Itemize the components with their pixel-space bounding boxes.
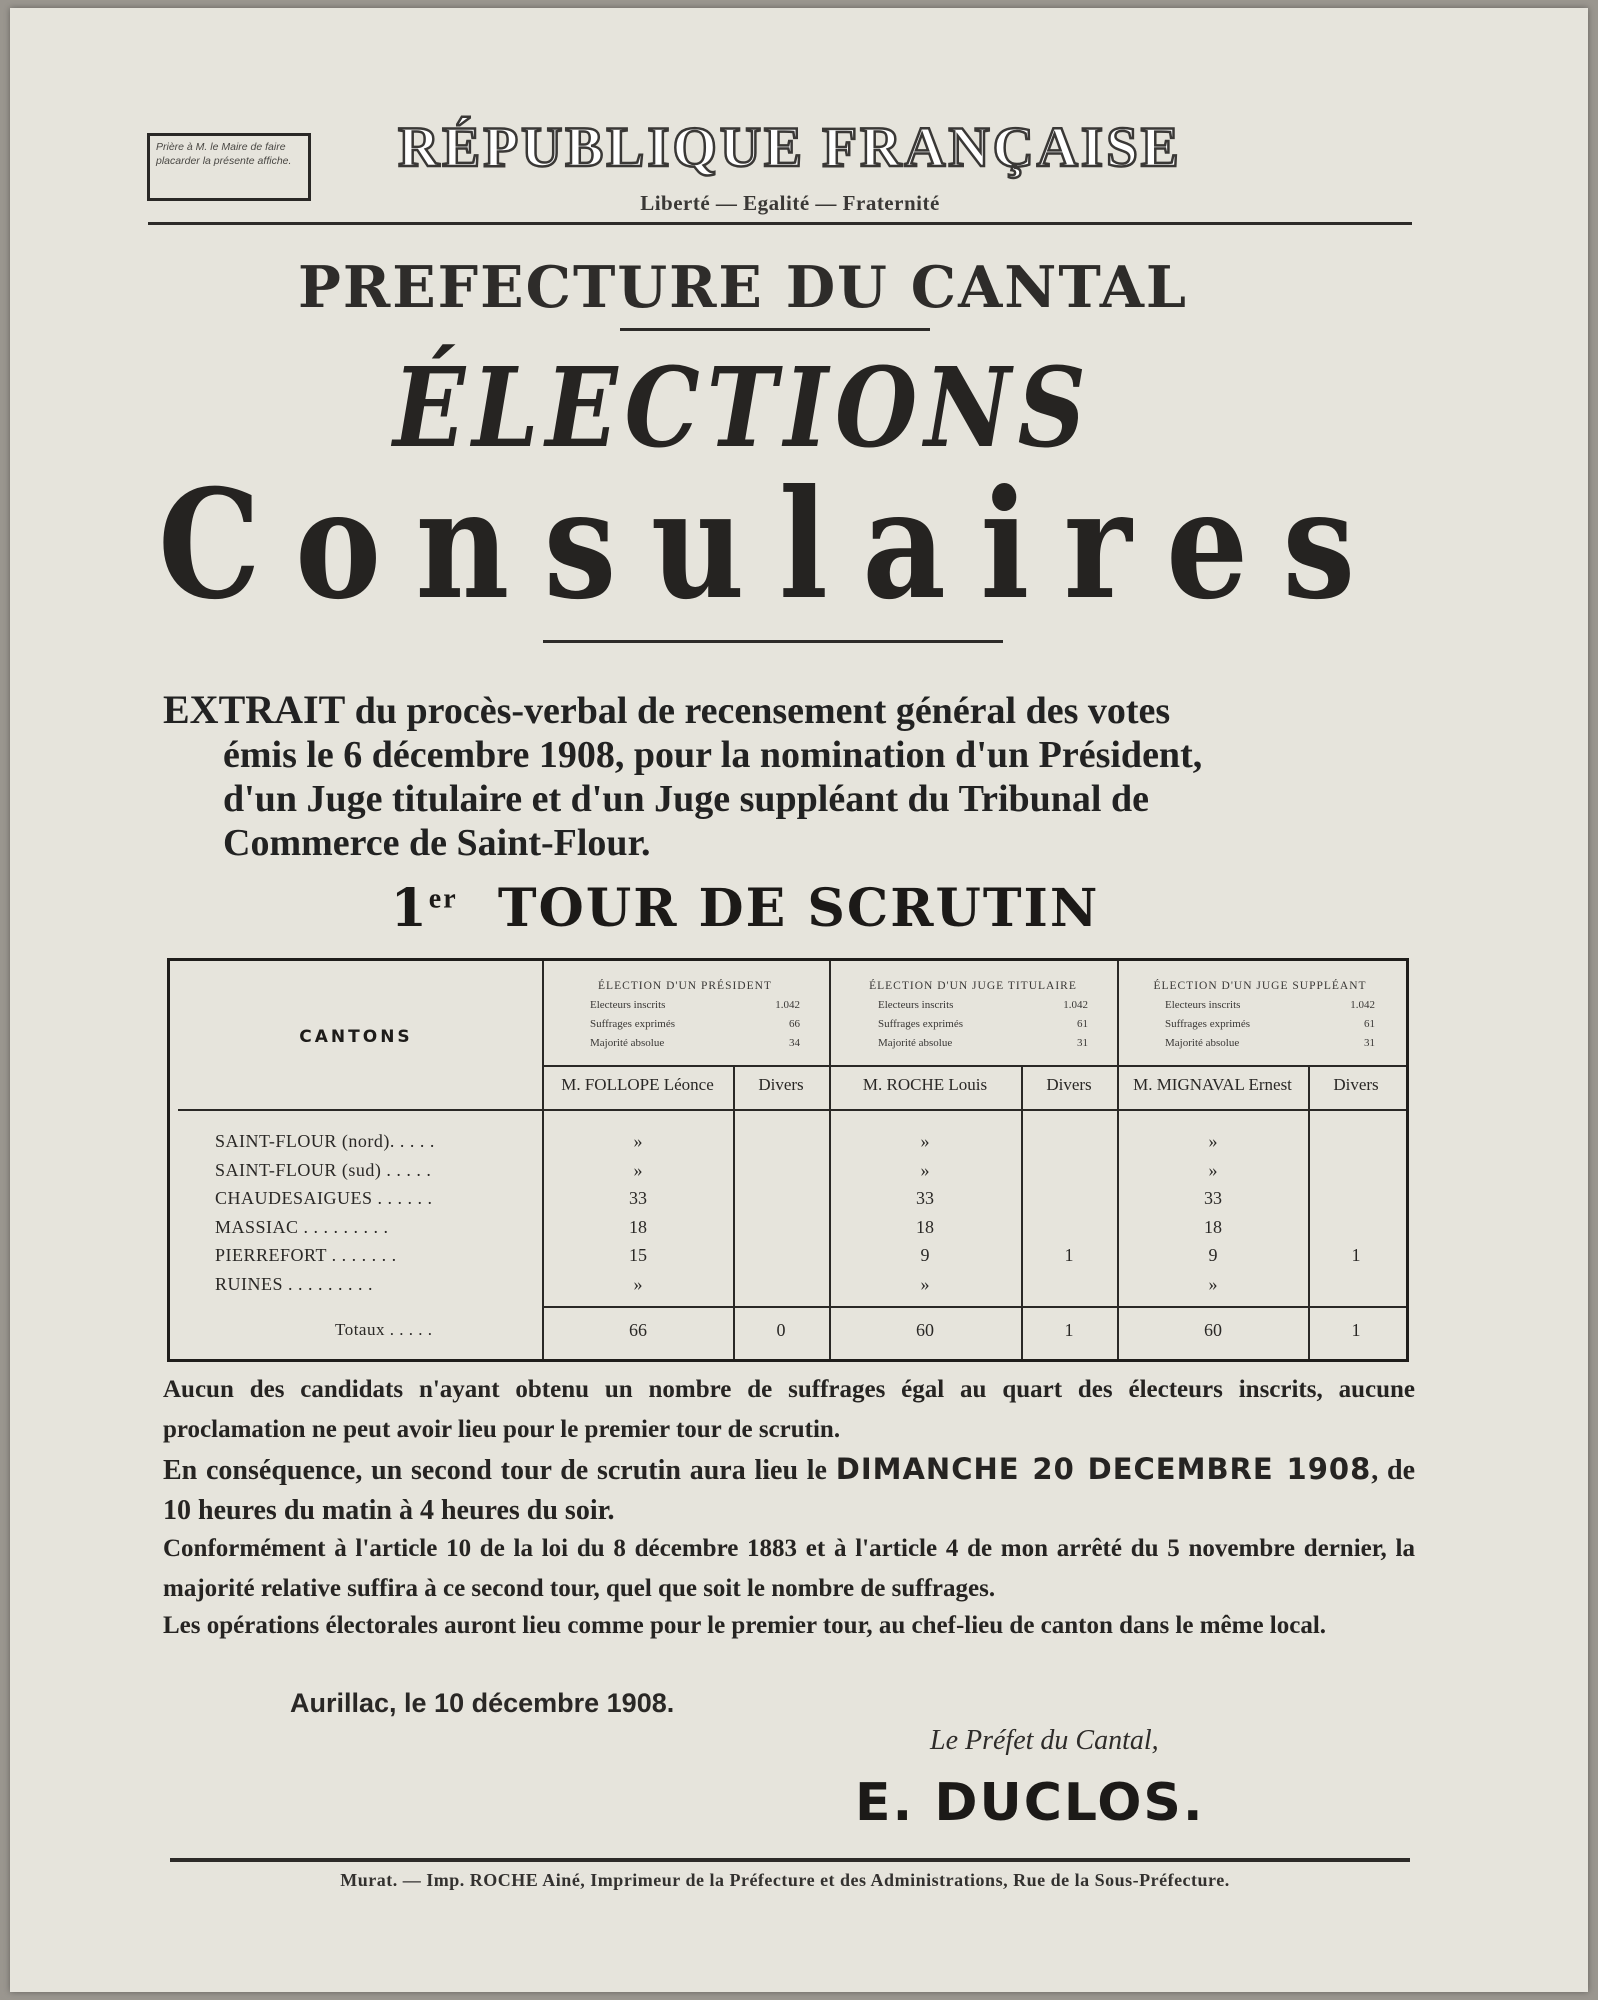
election-title: ÉLECTION D'UN JUGE TITULAIRE <box>869 980 1077 992</box>
exprimes-value: 61 <box>1364 1018 1375 1030</box>
majorite-value: 31 <box>1077 1037 1088 1049</box>
second-round-text: En conséquence, un second tour de scrutin aura lieu le <box>163 1455 827 1486</box>
divers-header: Divers <box>1046 1075 1092 1094</box>
paragraph-no-proclamation: Aucun des candidats n'ayant obtenu un nombre de suffrages égal au quart des électeurs inscrits, aucune proclamation ne peut avoir lieu pour le premier tour de scrutin. <box>163 1376 1415 1443</box>
total-cell: 60 <box>916 1320 934 1340</box>
top-rule <box>148 222 1412 225</box>
vote-cell: » <box>633 1131 643 1151</box>
vote-cell: 33 <box>629 1188 647 1208</box>
inscrits-label: Electeurs inscrits <box>590 999 666 1011</box>
inscrits-value: 1.042 <box>775 999 800 1011</box>
printer-imprint: Murat. — Imp. ROCHE Ainé, Imprimeur de la Préfecture et des Administrations, Rue de la Sous-Préfecture. <box>340 1870 1230 1890</box>
canton-name: SAINT-FLOUR (nord). . . . . <box>215 1131 435 1151</box>
inscrits-label: Electeurs inscrits <box>1165 999 1241 1011</box>
vote-cell: 9 <box>920 1245 930 1265</box>
election-president-box <box>570 977 800 1053</box>
total-cell: 0 <box>776 1320 786 1340</box>
intro-line-1 <box>163 688 1413 733</box>
intro-paragraph <box>163 688 1413 865</box>
vote-cell: 18 <box>629 1216 647 1237</box>
table-divider <box>542 1065 1406 1067</box>
vote-cell: » <box>1208 1159 1218 1180</box>
total-cell: 1 <box>1351 1320 1361 1340</box>
inscrits-row <box>858 996 1088 1015</box>
intro-text-1: du procès-verbal de recensement général des votes <box>354 690 1171 732</box>
place-date: Aurillac, le 10 décembre 1908. <box>290 1688 675 1718</box>
majorite-value: 31 <box>1364 1037 1375 1049</box>
divers-header: Divers <box>1333 1075 1379 1094</box>
divers-header: Divers <box>758 1075 804 1094</box>
vote-cell: » <box>1208 1273 1218 1294</box>
exprimes-row <box>1145 1015 1375 1034</box>
paragraph-legal-basis: Conformément à l'article 10 de la loi du 8 décembre 1883 et à l'article 4 de mon arrêté du 5 novembre dernier, la majorité relative suffira à ce second tour, quel que soit le nombre de suffrages. <box>163 1535 1415 1602</box>
table-divider <box>829 961 831 1359</box>
total-cell: 60 <box>1204 1320 1222 1340</box>
signature-name: E. DUCLOS. <box>855 1773 1205 1833</box>
canton-name: RUINES . . . . . . . . . <box>215 1273 374 1294</box>
prefet-title: Le Préfet du Cantal, <box>930 1725 1159 1756</box>
canton-name: SAINT-FLOUR (sud) . . . . . <box>215 1159 432 1180</box>
intro-line-3: d'un Juge titulaire et d'un Juge suppléant du Tribunal de <box>223 778 1149 820</box>
vote-cell: 33 <box>1204 1188 1222 1208</box>
candidate-follope: M. FOLLOPE Léonce <box>561 1075 714 1094</box>
title-consulaires: Consulaires <box>158 457 1390 633</box>
vote-cell: » <box>633 1159 643 1180</box>
totals-label: Totaux . . . . . <box>335 1320 433 1339</box>
tour-heading <box>160 878 1330 939</box>
canton-name: PIERREFORT . . . . . . . <box>215 1245 397 1265</box>
prefecture-heading: PREFECTURE DU CANTAL <box>297 254 1189 321</box>
poster-sheet <box>10 8 1588 1992</box>
tour-ordinal: 1 <box>390 878 429 939</box>
vote-cell: » <box>920 1131 930 1151</box>
table-divider <box>542 1306 1406 1308</box>
inscrits-value: 1.042 <box>1350 999 1375 1011</box>
election-juge-suppleant-box <box>1145 977 1375 1053</box>
total-cell: 1 <box>1064 1320 1074 1340</box>
inscrits-value: 1.042 <box>1063 999 1088 1011</box>
second-round-hours: , de 10 heures du matin à 4 heures du soir. <box>163 1455 1416 1526</box>
motto: Liberté — Egalité — Fraternité <box>640 191 940 215</box>
vote-cell: 9 <box>1208 1245 1218 1265</box>
vote-cell: » <box>920 1159 930 1180</box>
cantons-header: CANTONS <box>299 1027 413 1047</box>
exprimes-row <box>570 1015 800 1034</box>
majorite-row <box>570 1034 800 1053</box>
exprimes-value: 66 <box>789 1018 800 1030</box>
results-table <box>167 958 1409 1362</box>
majorite-row <box>858 1034 1088 1053</box>
exprimes-label: Suffrages exprimés <box>878 1018 964 1030</box>
election-title: ÉLECTION D'UN PRÉSIDENT <box>598 980 772 992</box>
exprimes-row <box>858 1015 1088 1034</box>
vote-cell: » <box>1208 1131 1218 1151</box>
exprimes-label: Suffrages exprimés <box>590 1018 676 1030</box>
exprimes-label: Suffrages exprimés <box>1165 1018 1251 1030</box>
majorite-label: Majorité absolue <box>878 1037 953 1049</box>
inscrits-row <box>570 996 800 1015</box>
title-underline <box>543 640 1003 643</box>
tour-label: TOUR DE SCRUTIN <box>497 878 1100 939</box>
majorite-label: Majorité absolue <box>590 1037 665 1049</box>
intro-lead: EXTRAIT <box>163 687 346 732</box>
vote-cell: 18 <box>1204 1216 1222 1237</box>
vote-cell: 18 <box>916 1216 934 1237</box>
vote-cell: » <box>633 1273 643 1294</box>
intro-line-2: émis le 6 décembre 1908, pour la nomination d'un Président, <box>223 734 1203 776</box>
canton-name: MASSIAC . . . . . . . . . <box>215 1216 389 1237</box>
majorite-row <box>1145 1034 1375 1053</box>
posting-notice-box: Prière à M. le Maire de faire placarder la présente affiche. <box>147 133 311 201</box>
total-cell: 66 <box>629 1320 647 1340</box>
tour-ordinal-suffix: er <box>428 883 458 915</box>
vote-cell: 15 <box>629 1245 647 1265</box>
bottom-rule <box>170 1858 1410 1862</box>
republic-heading: RÉPUBLIQUE FRANÇAISE <box>398 116 1182 179</box>
vote-cell: 1 <box>1064 1245 1074 1265</box>
inscrits-row <box>1145 996 1375 1015</box>
election-juge-titulaire-box <box>858 977 1088 1053</box>
vote-cell: » <box>920 1273 930 1294</box>
table-divider <box>178 1109 1406 1111</box>
title-elections: ÉLECTIONS <box>393 343 1093 472</box>
inscrits-label: Electeurs inscrits <box>878 999 954 1011</box>
vote-cell: 33 <box>916 1188 934 1208</box>
majorite-value: 34 <box>789 1037 800 1049</box>
candidate-roche: M. ROCHE Louis <box>862 1075 988 1094</box>
candidate-mignaval: M. MIGNAVAL Ernest <box>1133 1075 1292 1094</box>
prefecture-underline <box>620 328 930 331</box>
table-divider <box>1117 961 1119 1359</box>
second-round-date: DIMANCHE 20 DECEMBRE 1908 <box>835 1452 1372 1486</box>
vote-cell: 1 <box>1351 1245 1361 1265</box>
canton-name: CHAUDESAIGUES . . . . . . <box>215 1188 433 1208</box>
election-title: ÉLECTION D'UN JUGE SUPPLÉANT <box>1153 980 1367 992</box>
table-divider <box>542 961 544 1359</box>
majorite-label: Majorité absolue <box>1165 1037 1240 1049</box>
intro-line-4: Commerce de Saint-Flour. <box>223 822 651 864</box>
paragraph-operations: Les opérations électorales auront lieu comme pour le premier tour, au chef-lieu de canton dans le même local. <box>163 1612 1327 1639</box>
exprimes-value: 61 <box>1077 1018 1088 1030</box>
paragraph-second-round <box>163 1449 1415 1531</box>
